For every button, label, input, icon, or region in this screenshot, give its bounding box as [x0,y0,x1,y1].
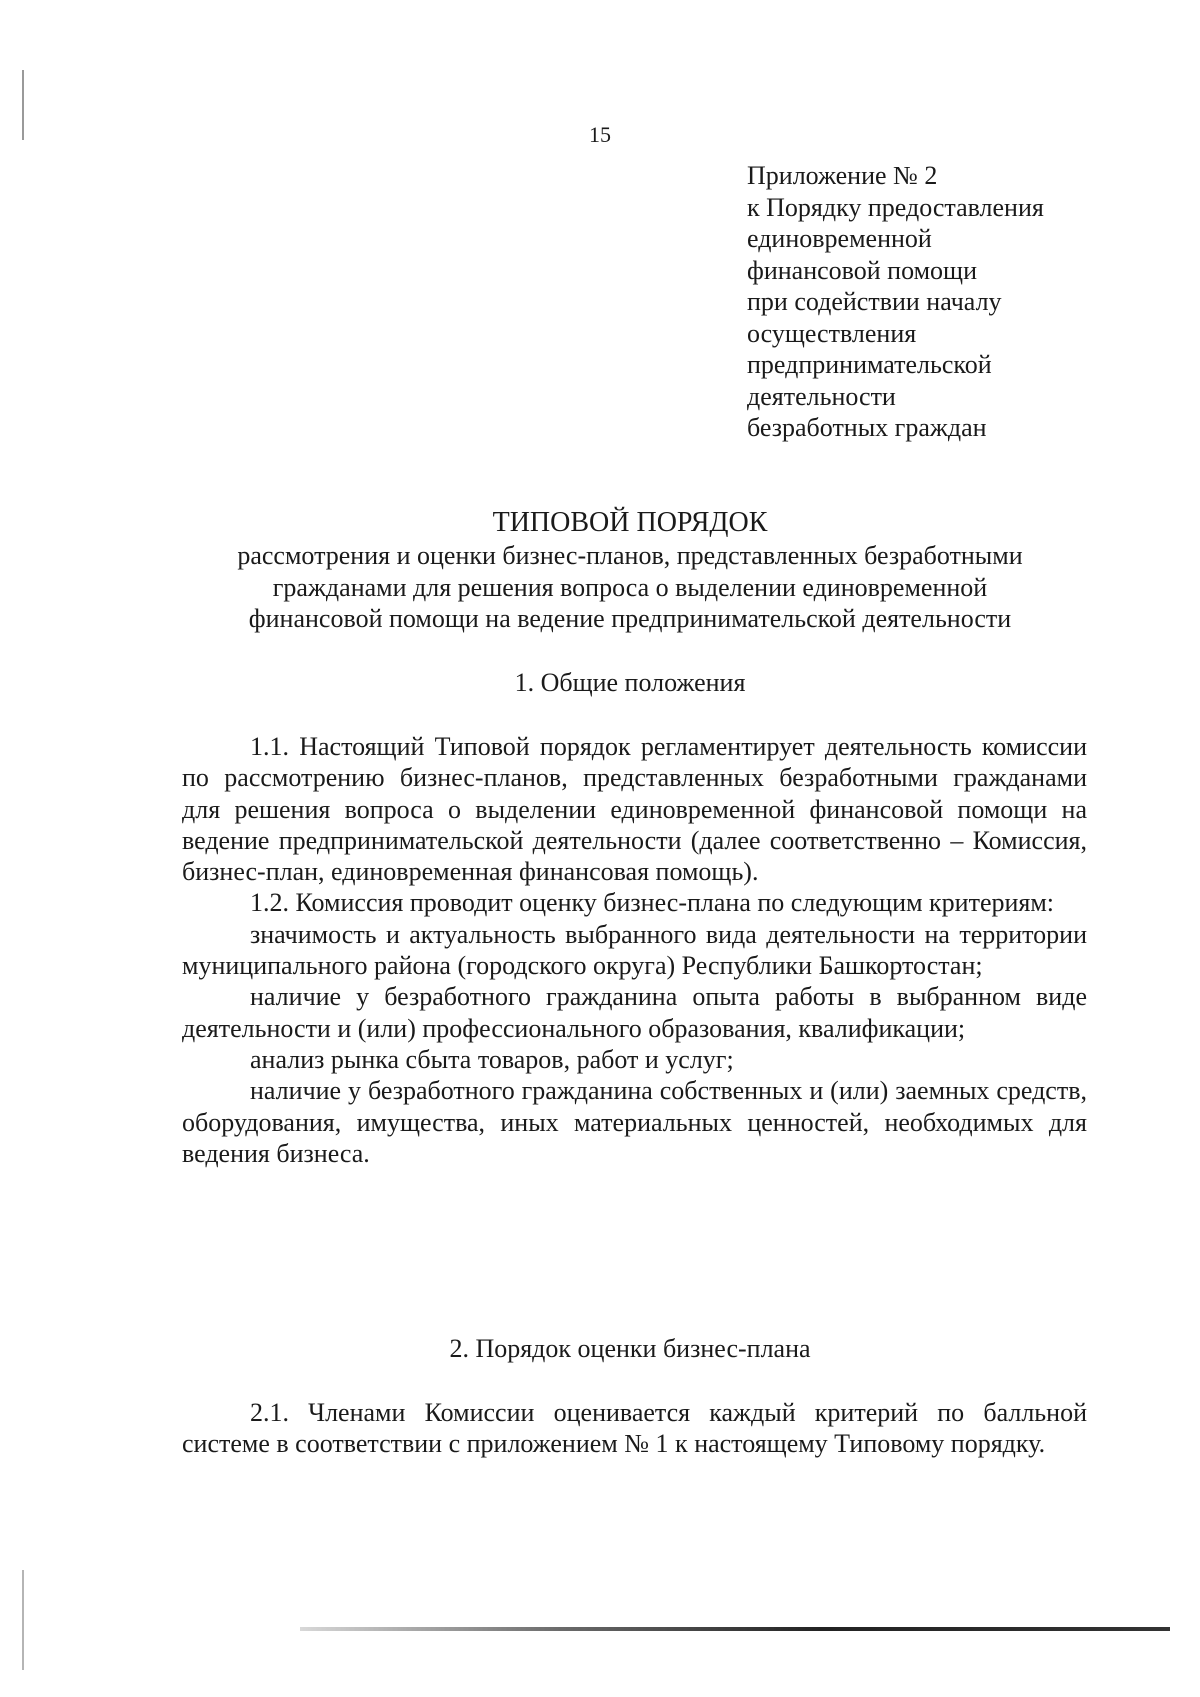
document-subtitle [150,540,1110,635]
criterion-item: наличие у безработного гражданина собственных и (или) заемных средств, оборудования, имущества, иных материальных ценностей, необходимых для ведения бизнеса. [182,1076,1087,1168]
subtitle-line: гражданами для решения вопроса о выделении единовременной [272,572,988,602]
appendix-reference [747,160,1044,444]
scan-bottom-edge [300,1627,1170,1631]
section-1-heading: 1. Общие положения [514,668,746,697]
appendix-line: при содействии началу [747,287,1002,316]
appendix-line: безработных граждан [747,413,987,442]
scan-edge-mark-bottom [22,1570,24,1670]
appendix-line: единовременной [747,224,932,253]
appendix-line: предпринимательской [747,350,992,379]
section-2-body [182,1397,1087,1460]
paragraph-1-2: 1.2. Комиссия проводит оценку бизнес-плана по следующим критериям: [250,888,1055,918]
section-1-body [182,731,1087,1169]
appendix-line: деятельности [747,381,896,411]
page-number: 15 [589,122,611,147]
appendix-line: Приложение № 2 [747,161,938,190]
appendix-line: финансовой помощи [747,255,977,285]
subtitle-line: финансовой помощи на ведение предпринимательской деятельности [248,604,1012,633]
paragraph-2-1: 2.1. Членами Комиссии оценивается каждый критерий по балльной системе в соответствии с приложением № 1 к настоящему Типовому порядку. [182,1398,1087,1459]
appendix-line: к Порядку предоставления [747,192,1044,222]
appendix-line: осуществления [747,318,917,348]
criterion-item: наличие у безработного гражданина опыта работы в выбранном виде деятельности и (или) профессионального образования, квалификации; [182,982,1087,1043]
criterion-item: анализ рынка сбыта товаров, работ и услуг; [250,1044,734,1074]
subtitle-line: рассмотрения и оценки бизнес-планов, представленных безработными [237,541,1023,570]
section-2-heading: 2. Порядок оценки бизнес-плана [449,1334,811,1363]
criterion-item: значимость и актуальность выбранного вида деятельности на территории муниципального района (городского округа) Республики Башкортостан; [182,919,1087,981]
paragraph-1-1: 1.1. Настоящий Типовой порядок регламентирует деятельность комиссии по рассмотрению бизнес-планов, представленных безработными гражданами для решения вопроса о выделении единовременной финансовой помощи на ведение предпринимательской деятельности (далее соответственно – Комиссия, бизнес-план, единовременная финансовая помощь). [182,732,1087,887]
document-title: ТИПОВОЙ ПОРЯДОК [492,507,768,538]
